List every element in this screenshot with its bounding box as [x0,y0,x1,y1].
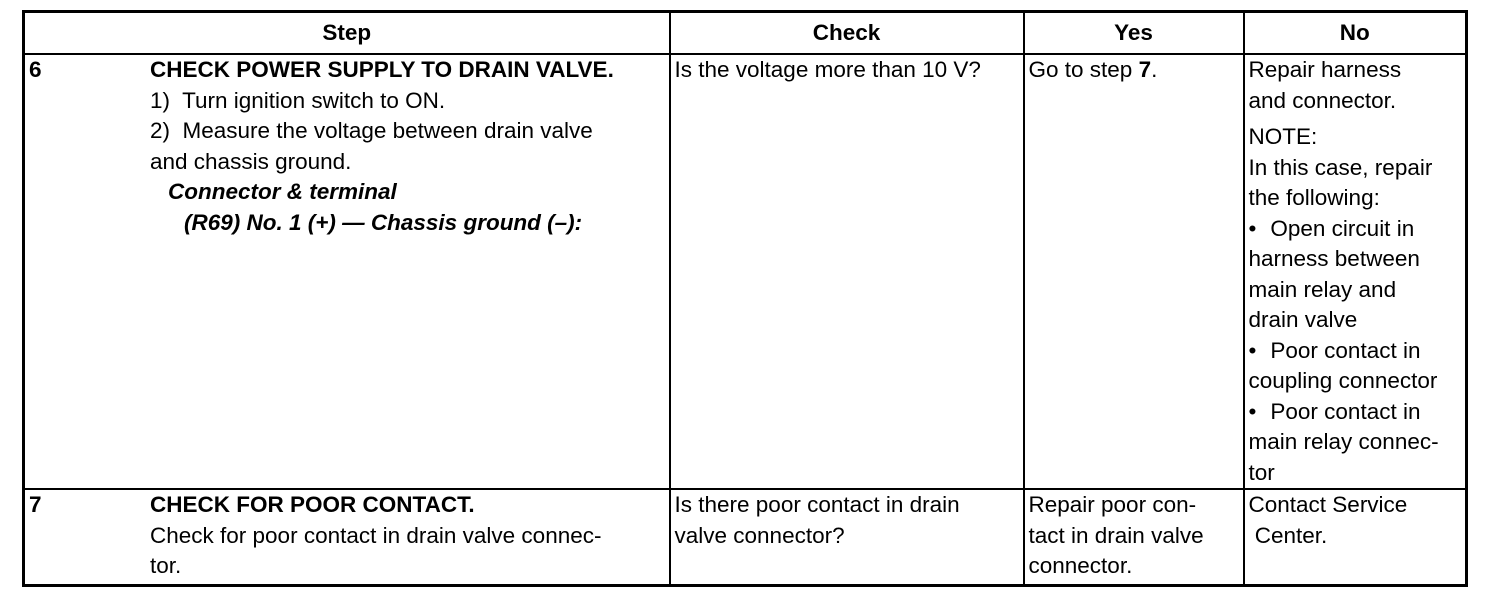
note-bullet: • Open circuit in [1249,214,1466,245]
step-instruction: 2) Measure the voltage between drain valve [150,118,593,143]
check-question: Is the voltage more than 10 V? [674,57,981,82]
yes-action: connector. [1028,553,1133,578]
check-cell [670,489,1024,585]
no-cell [1244,54,1467,489]
note-bullet-cont: main relay and [1248,276,1397,302]
no-action: Center. [1248,522,1328,548]
step-instruction: 1) Turn ignition switch to ON. [150,87,446,113]
note-bullet-cont: coupling connector [1248,368,1438,393]
note-label: NOTE: [1248,124,1318,149]
yes-action: tact in drain valve [1028,522,1204,548]
connector-spec: (R69) No. 1 (+) — Chassis ground (–): [184,209,583,235]
note-bullet-cont: tor [1248,459,1275,485]
header-no: No [1244,12,1467,55]
check-question: valve connector? [674,522,845,548]
header-check: Check [670,12,1024,55]
table-row-step-7 [24,489,1467,585]
note-bullet: • Poor contact in [1249,336,1466,367]
no-action: Repair harness [1248,57,1402,82]
step-title: CHECK POWER SUPPLY TO DRAIN VALVE. [150,57,614,82]
no-cell [1244,489,1467,585]
step-number: 7 [29,492,42,517]
note-text: In this case, repair [1248,154,1433,180]
step-cell [24,54,670,489]
step-title: CHECK FOR POOR CONTACT. [150,492,475,517]
note-text: the following: [1248,185,1380,210]
step-instruction: tor. [150,553,182,578]
yes-cell [1024,54,1244,489]
check-question: Is there poor contact in drain [674,492,960,517]
yes-action: Repair poor con- [1028,492,1197,517]
header-row [24,12,1467,55]
note-bullet-cont: drain valve [1248,307,1358,332]
table-row-step-6 [24,54,1467,489]
step-number: 6 [29,57,42,82]
no-action: and connector. [1248,87,1397,113]
step-link: 7 [1138,57,1152,82]
note-bullet-cont: harness between [1248,246,1420,271]
yes-cell [1024,489,1244,585]
yes-action: Go to step 7. [1028,57,1158,82]
connector-label: Connector & terminal [168,179,397,204]
note-bullet-cont: main relay connec- [1248,429,1439,454]
step-instruction: and chassis ground. [150,148,352,174]
header-step: Step [24,12,670,55]
check-cell [670,54,1024,489]
note-bullet: • Poor contact in [1249,397,1466,428]
diagnostic-table [22,10,1468,587]
step-cell [24,489,670,585]
header-yes: Yes [1024,12,1244,55]
no-action: Contact Service [1248,492,1408,517]
step-instruction: Check for poor contact in drain valve connec- [150,522,602,548]
